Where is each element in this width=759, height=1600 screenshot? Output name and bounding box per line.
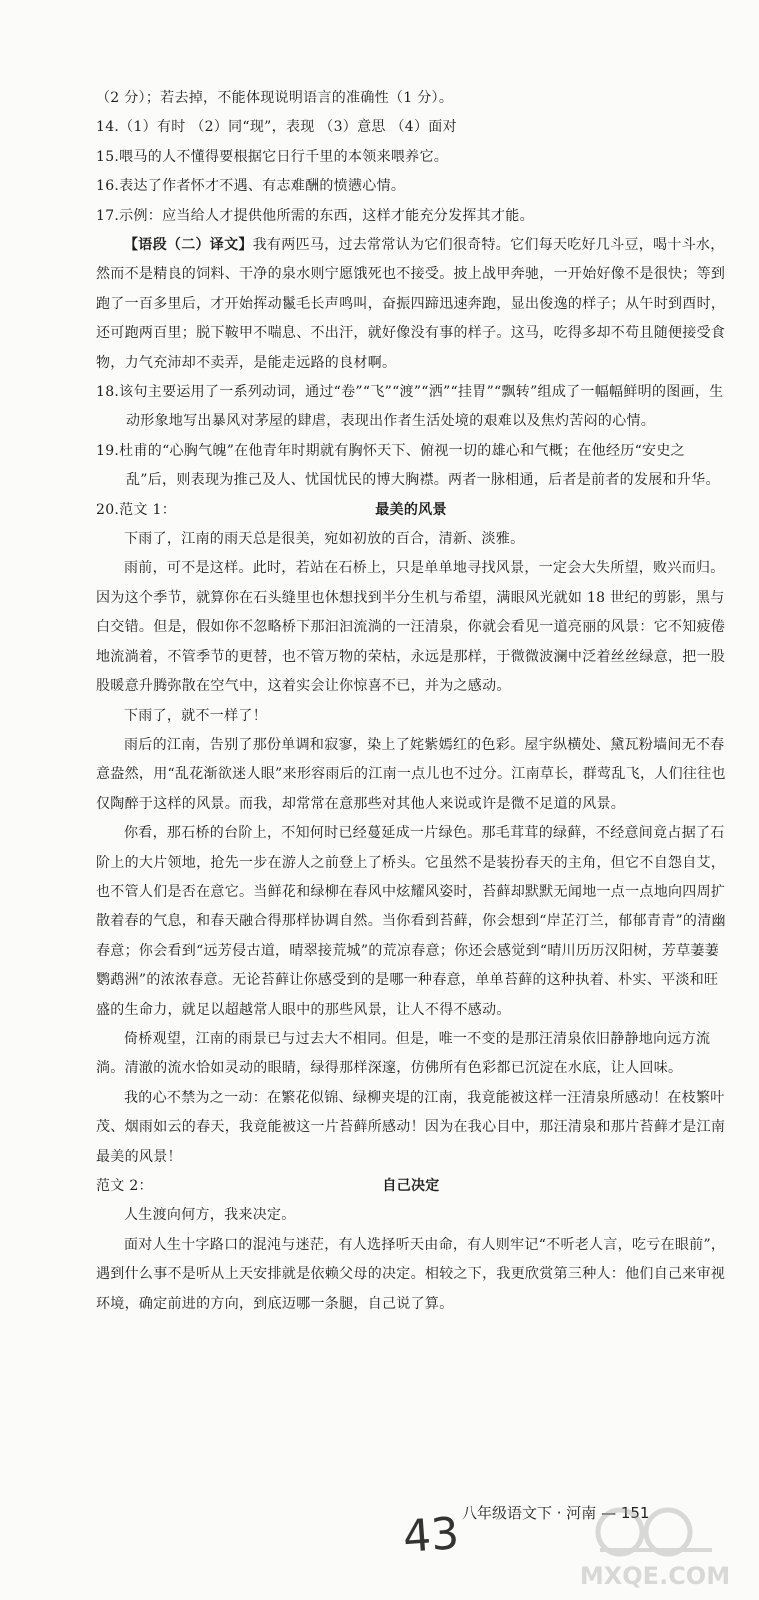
essay2-label: 范文 2： [96, 1178, 153, 1195]
answer-13-tail: （2 分）；若去掉，不能体现说明语言的准确性（1 分）。 [96, 90, 454, 106]
essay1-label: 20.范文 1： [96, 501, 177, 518]
essay2-paragraph: 面对人生十字路口的混沌与迷茫，有人选择听天由命，有人则牢记“不听老人言，吃亏在眼前”，遇到什么事不是听从上天安排就是依赖父母的决定。相较之下，我更欣赏第三种人：他们自己来审视环境，确定前进的方向，到底迈哪一条腿，自己说了算。 [96, 1236, 726, 1312]
translation-text: 我有两匹马，过去常常认为它们很奇特。它们每天吃好几斗豆，喝十斗水，然而不是精良的饲料、干净的泉水则宁愿饿死也不接受。披上战甲奔驰，一开始好像不是很快；等到跑了一百多里后，才开始挥动鬣毛长声鸣叫，奋振四蹄迅速奔跑，显出俊逸的样子；从午时到酉时，还可跑两百里；脱下鞍甲不喘息、不出汗，就好像没有事的样子。这马，吃得多却不苟且随便接受食物，力气充沛却不卖弄，是能走远路的良材啊。 [96, 237, 726, 371]
page-content [96, 84, 726, 1319]
essay1-paragraph: 倚桥观望，江南的雨景已与过去大不相同。但是，唯一不变的是那汪清泉依旧静静地向远方流淌。清澈的流水恰如灵动的眼睛，绿得那样深邃，仿佛所有色彩都已沉淀在水底，让人回味。 [96, 1030, 711, 1077]
watermark-logo-icon [560, 1500, 750, 1596]
page-footer: 八年级语文下 · 河南 — 151 [462, 1504, 650, 1522]
answer-translation [96, 231, 726, 378]
answer-14: 14.（1）有时 （2）同“现”，表现 （3）意思 （4）面对 [96, 119, 457, 136]
essay1-paragraph: 下雨了，江南的雨天总是很美，宛如初放的百合，清新、淡雅。 [124, 531, 525, 548]
essay1-paragraph: 雨前，可不是这样。此时，若站在石桥上，只是单单地寻找风景，一定会大失所望，败兴而归。因为这个季节，就算你在石头缝里也休想找到半分生机与希望，满眼风光就如 18 世纪的剪影，黑与白交错。但是，假如你不忽略桥下那汩汩流淌的一汪清泉，你就会看见一道亮丽的风景：它不知疲倦地流淌着，不管季节的更替，也不管万物的荣枯，永远是那样，于微微波澜中泛着丝丝绿意，把一股股暖意升腾弥散在空气中，这着实会让你惊喜不已，并为之感动。 [96, 560, 726, 695]
essay2-paragraph: 人生渡向何方，我来决定。 [124, 1207, 296, 1224]
essay2-title: 自己决定 [382, 1178, 440, 1195]
answer-17: 17.示例：应当给人才提供他所需的东西，这样才能充分发挥其才能。 [96, 207, 534, 224]
essay1-paragraph: 下雨了，就不一样了！ [124, 707, 267, 724]
answer-19: 19.杜甫的“心胸气魄”在他青年时期就有胸怀天下、俯视一切的雄心和气概；在他经历“安史之乱”后，则表现为推己及人、忧国忧民的博大胸襟。两者一脉相通，后者是前者的发展和升华。 [96, 442, 720, 489]
translation-label: 【语段（二）译文】 [124, 237, 253, 254]
essay1-paragraph: 雨后的江南，告别了那份单调和寂寥，染上了姹紫嫣红的色彩。屋宇纵横处、黛瓦粉墙间无不春意盎然，用“乱花渐欲迷人眼”来形容雨后的江南一点儿也不过分。江南草长，群莺乱飞，人们往往也仅陶醉于这样的风景。而我，却常常在意那些对其他人来说或许是微不足道的风景。 [96, 736, 726, 812]
answer-16: 16.表达了作者怀才不遇、有志难酬的愤懑心情。 [96, 178, 406, 195]
answer-15: 15.喂马的人不懂得要根据它日行千里的本领来喂养它。 [96, 148, 449, 165]
essay1-paragraph: 你看，那石桥的台阶上，不知何时已经蔓延成一片绿色。那毛茸茸的绿藓，不经意间竟占据了石阶上的大片领地，抢先一步在游人之前登上了桥头。它虽然不是装扮春天的主角，但它不自怨自艾，也不管人们是否在意它。当鲜花和绿柳在春风中炫耀风姿时，苔藓却默默无闻地一点一点地向四周扩散着春的气息，和春天融合得那样协调自然。当你看到苔藓，你会想到“岸芷汀兰，郁郁青青”的清幽春意；你会看到“远芳侵古道，晴翠接荒城”的荒凉春意；你还会感觉到“晴川历历汉阳树，芳草萋萋鹦鹉洲”的浓浓春意。无论苔藓让你感受到的是哪一种春意，单单苔藓的这种执着、朴实、平淡和旺盛的生命力，就足以超越常人眼中的那些风景，让人不得不感动。 [96, 825, 726, 1018]
svg-text:MXQE.COM: MXQE.COM [579, 1562, 731, 1590]
essay1-paragraph: 我的心不禁为之一动：在繁花似锦、绿柳夹堤的江南，我竟能被这样一汪清泉所感动！在枝繁叶茂、烟雨如云的春天，我竟能被这一片苔藓所感动！因为在我心目中，那汪清泉和那片苔藓才是江南最美的风景！ [96, 1089, 726, 1165]
essay1-heading [96, 496, 726, 525]
answer-18: 18.该句主要运用了一系列动词，通过“卷”“飞”“渡”“洒”“挂胃”“飘转”组成了一幅幅鲜明的图画，生动形象地写出暴风对茅屋的肆虐，表现出作者生活处境的艰难以及焦灼苦闷的心情。 [96, 384, 724, 430]
essay2-heading [96, 1172, 726, 1201]
essay1-title: 最美的风景 [375, 501, 447, 518]
handwritten-page-number: 43 [401, 1508, 461, 1563]
